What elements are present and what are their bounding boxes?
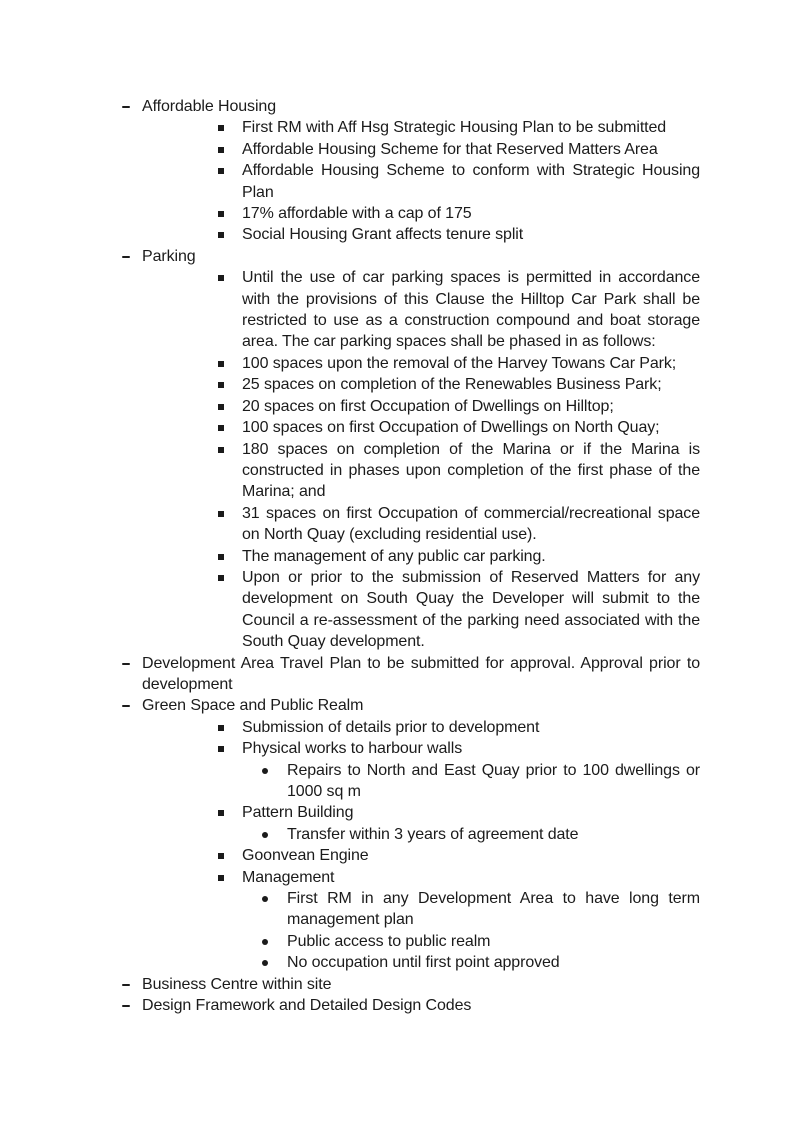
list-item [242,139,700,160]
square-bullet-icon [218,275,224,281]
list-item-text: Until the use of car parking spaces is permitted in accordance with the provisions of this Clause the Hilltop Car Park shall be restricted to use as a construction compound and boat storage area. The car parking spaces shall be phased in as follows: [242,269,700,351]
list-item [242,224,700,245]
dash-bullet-icon [122,663,130,665]
list-item-text: Parking [142,247,196,265]
list-item [142,653,700,696]
square-bullet-icon [218,554,224,560]
square-bullet-icon [218,725,224,731]
square-bullet-icon [218,211,224,217]
square-bullet-icon [218,746,224,752]
round-bullet-icon [262,939,268,945]
square-bullet-icon [218,404,224,410]
square-bullet-icon [218,810,224,816]
list-item [242,439,700,503]
dash-bullet-icon [122,1005,130,1007]
square-bullet-icon [218,875,224,881]
list-item [287,760,700,803]
list-item-text: Affordable Housing [142,98,276,115]
list-item-text: Management [242,868,335,886]
list-item-text: Submission of details prior to development [242,718,540,736]
list-item [142,695,700,716]
square-bullet-icon [218,147,224,153]
square-bullet-icon [218,511,224,517]
list-item [242,374,700,395]
list-item [242,738,700,759]
list-item [242,353,700,374]
list-item-text: First RM with Aff Hsg Strategic Housing Plan to be submitted [242,119,667,137]
square-bullet-icon [218,125,224,131]
list-item [142,96,700,117]
list-item [242,567,700,653]
square-bullet-icon [218,382,224,388]
list-item-text: 100 spaces on first Occupation of Dwellings on North Quay; [242,419,660,437]
list-item [242,417,700,438]
list-item [242,717,700,738]
list-item-text: Upon or prior to the submission of Reserved Matters for any development on South Quay the Developer will submit to the Council a re-assessment of the parking need associated with the South Quay development. [242,568,700,651]
round-bullet-icon [262,960,268,966]
list-item-text: Transfer within 3 years of agreement date [287,825,579,843]
square-bullet-icon [218,853,224,859]
list-item-text: Public access to public realm [287,932,491,950]
list-item-text: 20 spaces on first Occupation of Dwellings on Hilltop; [242,397,614,415]
list-item-text: Physical works to harbour walls [242,740,463,758]
list-item-text: Social Housing Grant affects tenure split [242,226,524,244]
list-item-text: Goonvean Engine [242,847,369,865]
outline-list [0,96,793,1016]
list-item-text: The management of any public car parking. [242,547,546,565]
list-item-text: Repairs to North and East Quay prior to 100 dwellings or 1000 sq m [287,761,700,800]
list-item [142,246,700,267]
square-bullet-icon [218,447,224,453]
list-item [287,824,700,845]
list-item [242,117,700,138]
dash-bullet-icon [122,106,130,108]
list-item [287,888,700,931]
square-bullet-icon [218,361,224,367]
square-bullet-icon [218,232,224,238]
list-item [142,995,700,1016]
list-item-text: Affordable Housing Scheme to conform with Strategic Housing Plan [242,162,700,201]
square-bullet-icon [218,575,224,581]
list-item-text: Business Centre within site [142,975,332,993]
list-item [287,931,700,952]
list-item [242,867,700,888]
list-item-text: No occupation until first point approved [287,954,560,972]
list-item [242,160,700,203]
list-item [242,845,700,866]
list-item-text: First RM in any Development Area to have long term management plan [287,890,700,929]
list-item [242,503,700,546]
round-bullet-icon [262,832,268,838]
round-bullet-icon [262,896,268,902]
list-item [242,546,700,567]
list-item-text: 17% affordable with a cap of 175 [242,205,472,223]
list-item-text: Green Space and Public Realm [142,697,364,715]
list-item-text: Pattern Building [242,804,354,822]
list-item-text: Design Framework and Detailed Design Codes [142,997,472,1015]
round-bullet-icon [262,768,268,774]
square-bullet-icon [218,168,224,174]
list-item-text: 180 spaces on completion of the Marina or if the Marina is constructed in phases upon completion of the first phase of the Marina; and [242,440,700,501]
list-item-text: Development Area Travel Plan to be submitted for approval. Approval prior to development [142,654,700,693]
list-item [242,396,700,417]
list-item [142,974,700,995]
list-item [242,802,700,823]
list-item-text: 25 spaces on completion of the Renewables Business Park; [242,376,662,394]
list-item-text: Affordable Housing Scheme for that Reserved Matters Area [242,140,658,158]
list-item [287,952,700,973]
dash-bullet-icon [122,705,130,707]
list-item [242,267,700,353]
list-item-text: 31 spaces on first Occupation of commercial/recreational space on North Quay (excluding residential use). [242,504,700,544]
list-item [242,203,700,224]
square-bullet-icon [218,425,224,431]
dash-bullet-icon [122,984,130,986]
dash-bullet-icon [122,256,130,258]
list-item-text: 100 spaces upon the removal of the Harvey Towans Car Park; [242,354,677,372]
